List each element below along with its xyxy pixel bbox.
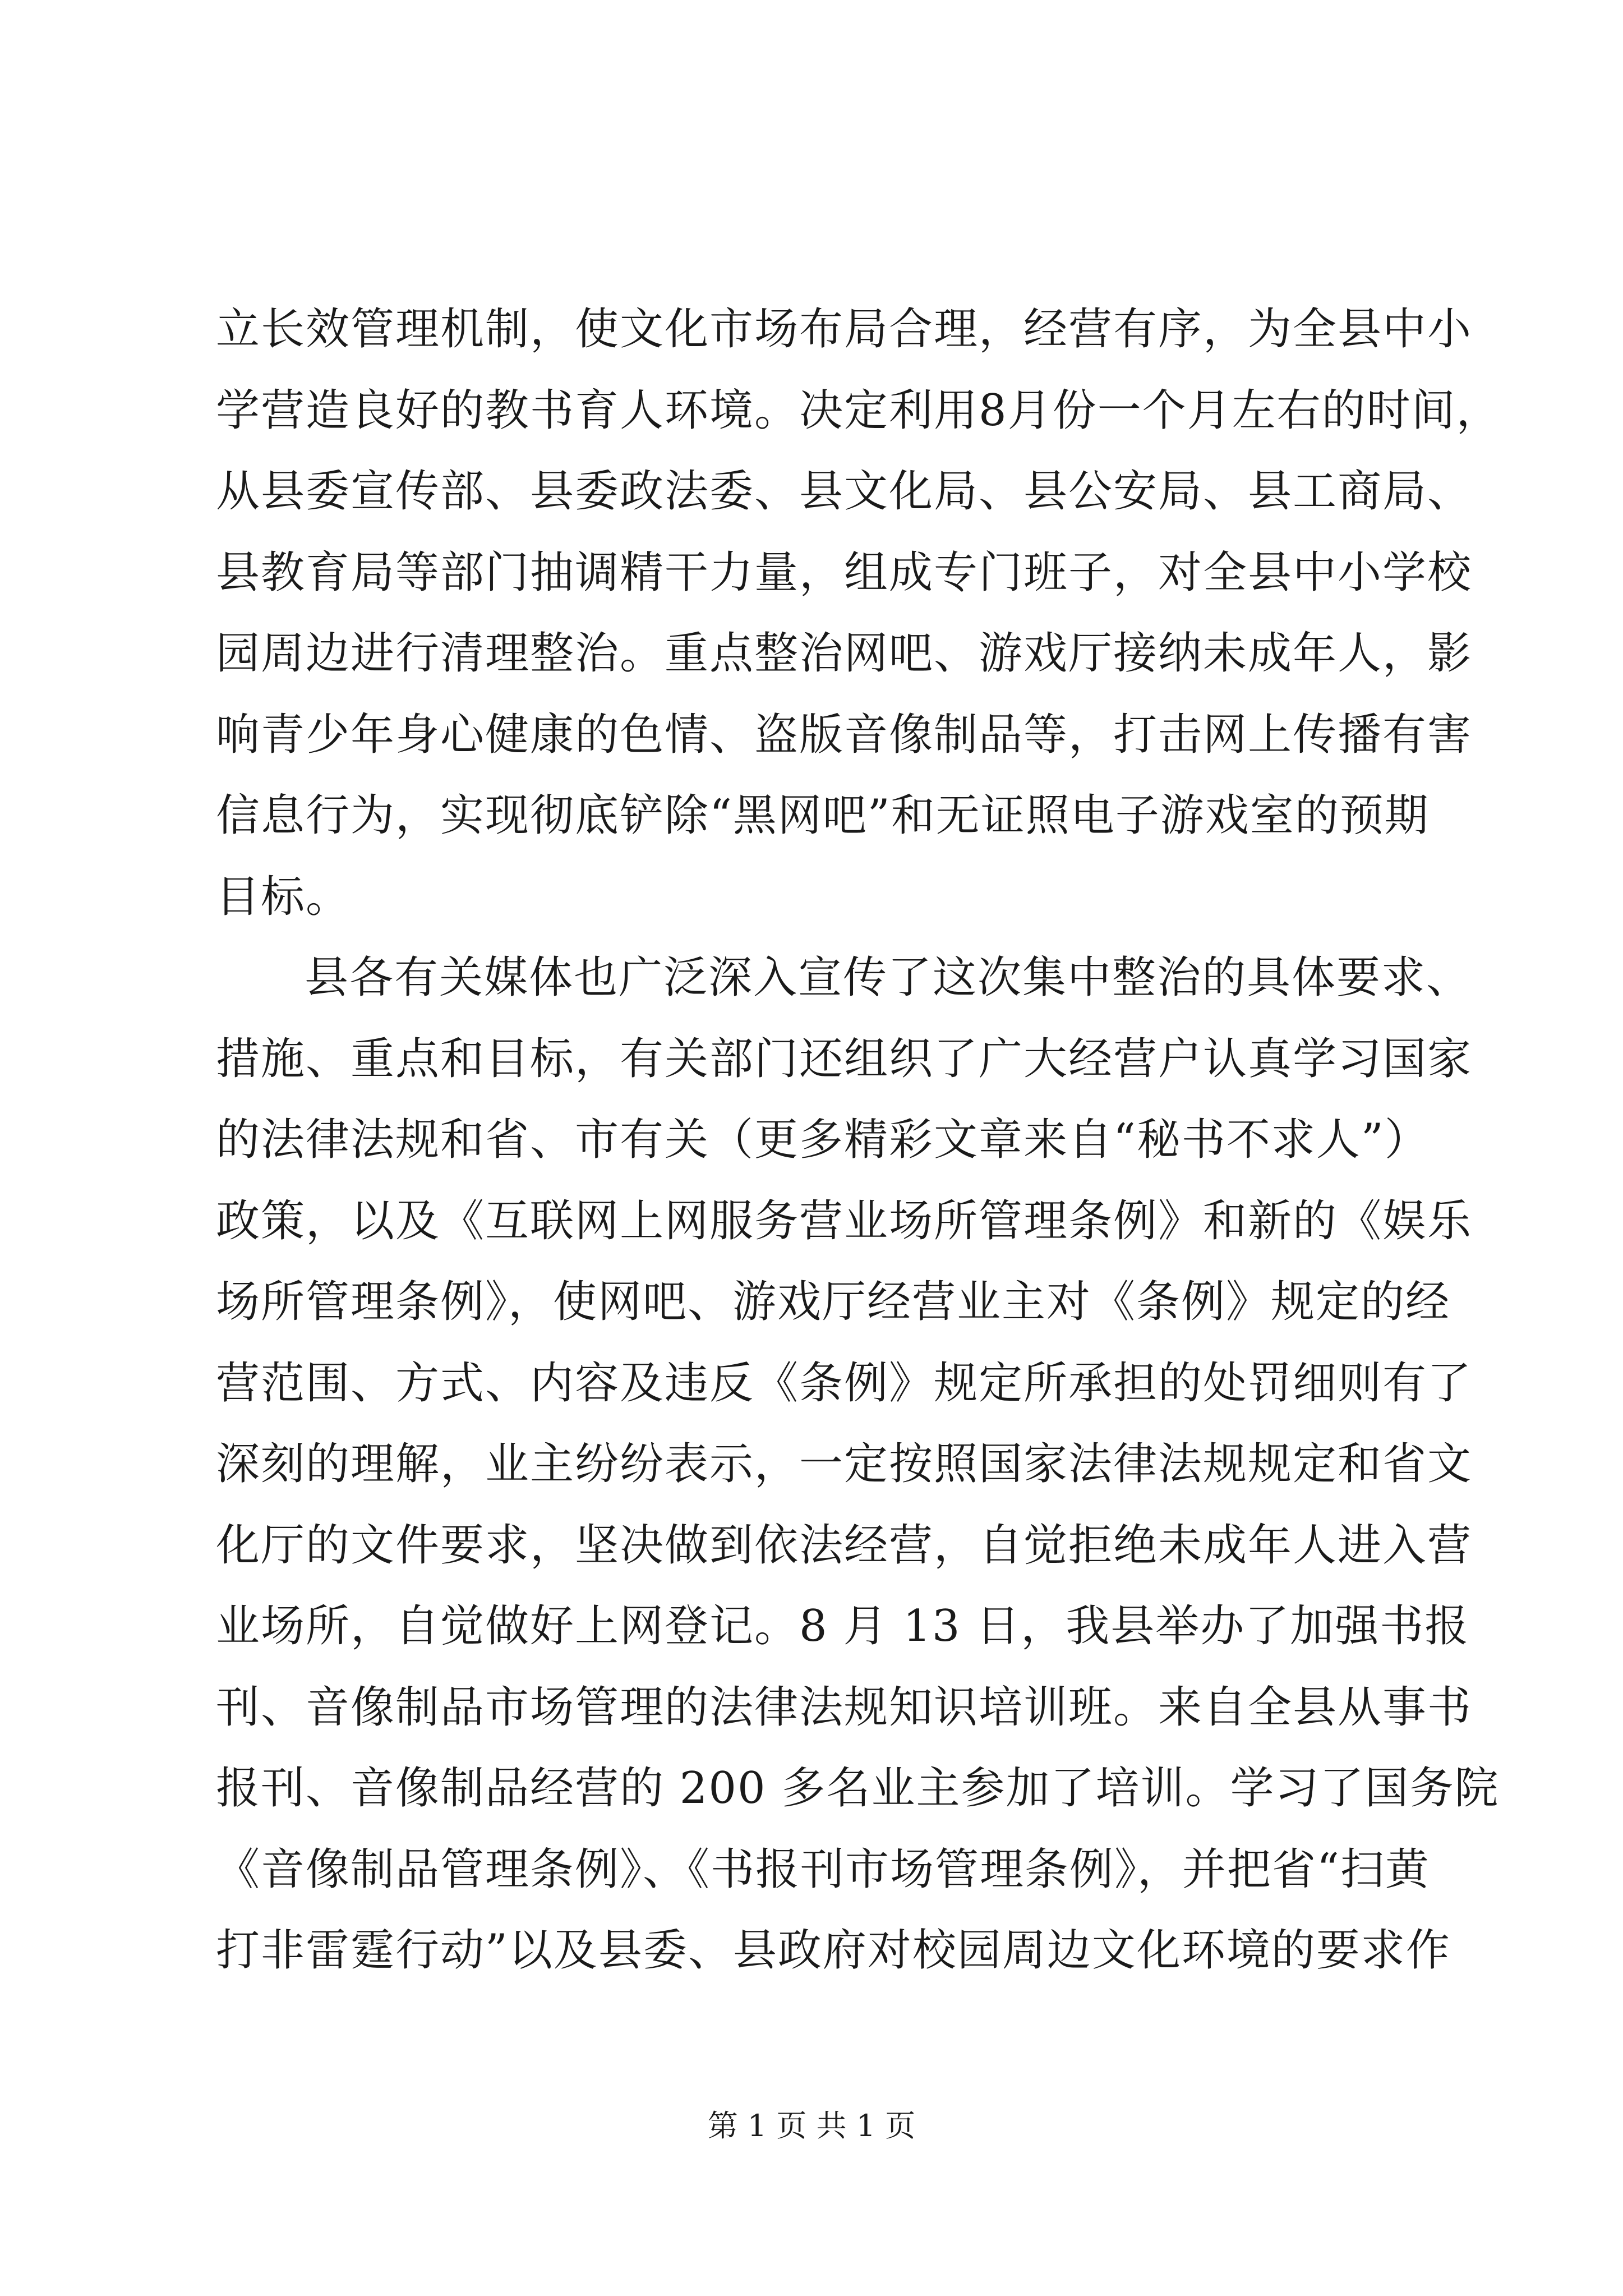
text-line: 目标。 bbox=[216, 871, 351, 922]
text-line: 的法律法规和省、市有关（更多精彩文章来自“秘书不求人”） bbox=[216, 1115, 1430, 1165]
text-line: 县教育局等部门抽调精干力量，组成专门班子，对全县中小学校 bbox=[216, 547, 1473, 598]
text-line: 营范围、方式、内容及违反《条例》规定所承担的处罚细则有了 bbox=[216, 1358, 1473, 1409]
paragraph-start-line: 县各有关媒体也广泛深入宣传了这次集中整治的具体要求、 bbox=[305, 953, 1472, 1003]
text-line: 立长效管理机制，使文化市场布局合理，经营有序，为全县中小 bbox=[216, 304, 1473, 355]
text-line: 深刻的理解，业主纷纷表示，一定按照国家法律法规规定和省文 bbox=[216, 1439, 1473, 1489]
text-line: 从县委宣传部、县委政法委、县文化局、县公安局、县工商局、 bbox=[216, 466, 1473, 517]
text-line: 园周边进行清理整治。重点整治网吧、游戏厅接纳未成年人，影 bbox=[216, 628, 1473, 679]
text-line: 场所管理条例》，使网吧、游戏厅经营业主对《条例》规定的经 bbox=[216, 1277, 1451, 1327]
text-line: 刊、音像制品市场管理的法律法规知识培训班。来自全县从事书 bbox=[216, 1682, 1473, 1733]
document-body bbox=[216, 289, 1501, 1991]
page-footer bbox=[0, 2106, 1623, 2146]
text-line: 政策，以及《互联网上网服务营业场所管理条例》和新的《娱乐 bbox=[216, 1195, 1473, 1246]
text-line: 学营造良好的教书育人环境。决定利用8月份一个月左右的时间， bbox=[216, 385, 1501, 436]
text-line: 业场所，自觉做好上网登记。8 月 13 日，我县举办了加强书报 bbox=[216, 1601, 1470, 1651]
text-line: 响青少年身心健康的色情、盗版音像制品等，打击网上传播有害 bbox=[216, 709, 1473, 760]
text-line: 化厅的文件要求，坚决做到依法经营，自觉拒绝未成年人进入营 bbox=[216, 1520, 1473, 1571]
text-line: 措施、重点和目标，有关部门还组织了广大经营户认真学习国家 bbox=[216, 1033, 1473, 1084]
text-line: 打非雷霆行动”以及县委、县政府对校园周边文化环境的要求作 bbox=[216, 1925, 1451, 1976]
text-line: 报刊、音像制品经营的 200 多名业主参加了培训。学习了国务院 bbox=[216, 1763, 1500, 1814]
text-line: 信息行为，实现彻底铲除“黑网吧”和无证照电子游戏室的预期 bbox=[216, 790, 1430, 841]
text-line: 《音像制品管理条例》、《书报刊市场管理条例》，并把省“扫黄 bbox=[216, 1844, 1430, 1895]
page-number: 第 1 页 共 1 页 bbox=[707, 2108, 916, 2143]
